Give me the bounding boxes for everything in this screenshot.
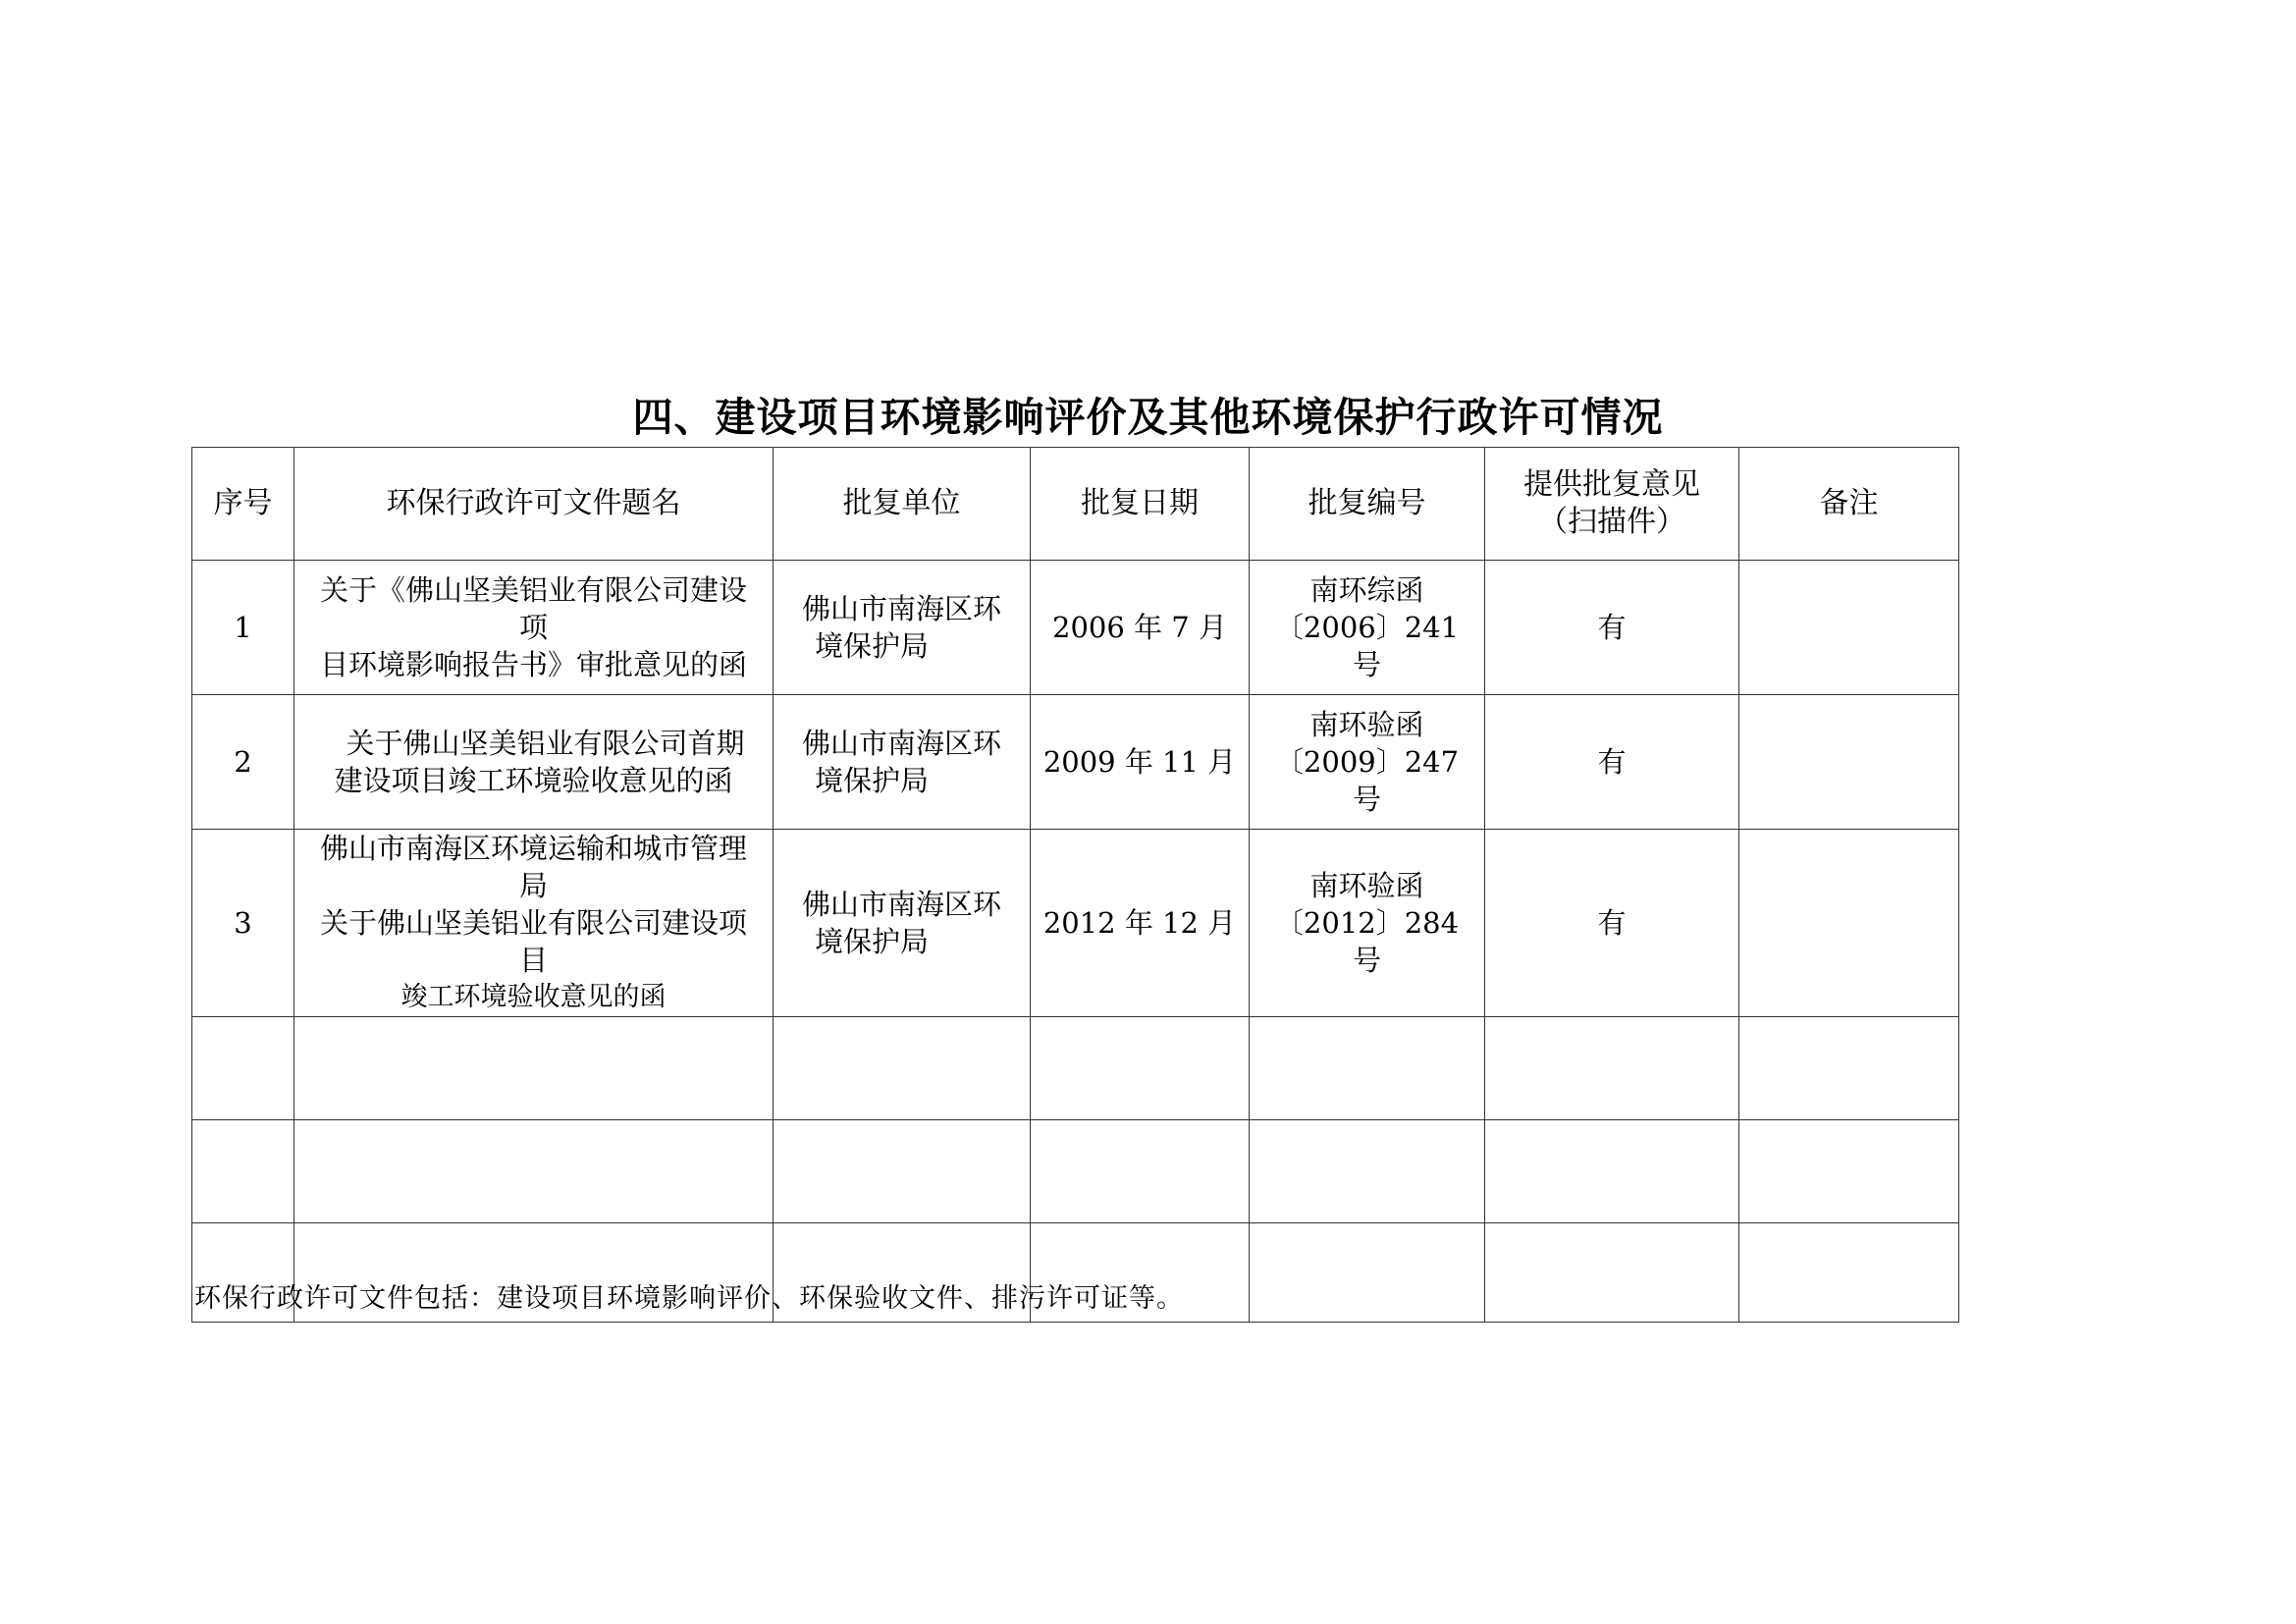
cell-approval-unit	[774, 830, 1031, 1017]
doc-title-line: 关于佛山坚美铝业有限公司首期	[346, 727, 745, 760]
number-line: 〔2012〕284 号	[1274, 906, 1460, 977]
cell-approval-unit	[774, 695, 1031, 830]
cell-doc-title	[294, 830, 774, 1017]
cell-doc-title	[294, 561, 774, 695]
cell-empty	[1739, 1223, 1959, 1323]
header-provided-line2: （扫描件）	[1538, 505, 1685, 539]
cell-no: 3	[192, 830, 294, 1017]
header-approval-number: 批复编号	[1250, 448, 1485, 561]
unit-line: 境保护局	[815, 925, 930, 958]
cell-empty	[192, 1120, 294, 1223]
number-line: 〔2009〕247 号	[1274, 745, 1460, 816]
unit-line: 佛山市南海区环	[801, 727, 1001, 760]
cell-approval-date: 2012 年 12 月	[1031, 830, 1250, 1017]
cell-provided: 有	[1485, 695, 1739, 830]
doc-title-line: 关于佛山坚美铝业有限公司建设项目	[319, 906, 747, 977]
cell-empty	[192, 1017, 294, 1120]
unit-line: 境保护局	[815, 764, 930, 797]
cell-empty	[774, 1120, 1031, 1223]
footnote: 环保行政许可文件包括：建设项目环境影响评价、环保验收文件、排污许可证等。	[194, 1283, 1184, 1314]
header-no: 序号	[192, 448, 294, 561]
cell-empty	[1485, 1223, 1739, 1323]
cell-approval-number	[1250, 561, 1485, 695]
cell-remark	[1739, 830, 1959, 1017]
cell-approval-date: 2006 年 7 月	[1031, 561, 1250, 695]
unit-line: 境保护局	[815, 629, 930, 663]
cell-approval-number	[1250, 830, 1485, 1017]
cell-empty	[1739, 1017, 1959, 1120]
cell-empty	[1031, 1120, 1250, 1223]
cell-provided: 有	[1485, 561, 1739, 695]
cell-empty	[294, 1017, 774, 1120]
header-provided-line1: 提供批复意见	[1523, 467, 1700, 502]
table-header-row	[192, 448, 1959, 561]
header-approval-unit: 批复单位	[774, 448, 1031, 561]
permits-table	[191, 447, 1959, 1323]
number-line: 南环综函	[1309, 573, 1424, 607]
header-remark: 备注	[1739, 448, 1959, 561]
doc-title-line: 竣工环境验收意见的函	[400, 982, 667, 1012]
cell-empty	[1031, 1017, 1250, 1120]
table-row-empty	[192, 1120, 1959, 1223]
unit-line: 佛山市南海区环	[801, 888, 1001, 921]
cell-doc-title	[294, 695, 774, 830]
cell-no: 1	[192, 561, 294, 695]
table-row-empty	[192, 1017, 1959, 1120]
header-approval-date: 批复日期	[1031, 448, 1250, 561]
number-line: 〔2006〕241 号	[1274, 611, 1460, 681]
cell-no: 2	[192, 695, 294, 830]
page-title: 四、建设项目环境影响评价及其他环境保护行政许可情况	[632, 394, 1664, 441]
cell-provided: 有	[1485, 830, 1739, 1017]
cell-approval-unit	[774, 561, 1031, 695]
cell-empty	[1485, 1120, 1739, 1223]
cell-remark	[1739, 695, 1959, 830]
cell-empty	[1739, 1120, 1959, 1223]
cell-approval-date: 2009 年 11 月	[1031, 695, 1250, 830]
number-line: 南环验函	[1309, 708, 1424, 741]
table-row	[192, 561, 1959, 695]
cell-empty	[1250, 1223, 1485, 1323]
cell-empty	[1250, 1017, 1485, 1120]
header-provided-scan	[1485, 448, 1739, 561]
table-row	[192, 830, 1959, 1017]
cell-approval-number	[1250, 695, 1485, 830]
cell-empty	[774, 1017, 1031, 1120]
cell-empty	[1250, 1120, 1485, 1223]
doc-title-line: 佛山市南海区环境运输和城市管理局	[319, 832, 747, 902]
cell-empty	[1485, 1017, 1739, 1120]
doc-title-line: 建设项目竣工环境验收意见的函	[334, 764, 733, 797]
number-line: 南环验函	[1309, 869, 1424, 902]
table-row	[192, 695, 1959, 830]
header-doc-title: 环保行政许可文件题名	[294, 448, 774, 561]
doc-title-line: 目环境影响报告书》审批意见的函	[319, 648, 747, 681]
doc-title-line: 关于《佛山坚美铝业有限公司建设项	[319, 573, 747, 644]
cell-remark	[1739, 561, 1959, 695]
cell-empty	[294, 1120, 774, 1223]
unit-line: 佛山市南海区环	[801, 592, 1001, 625]
